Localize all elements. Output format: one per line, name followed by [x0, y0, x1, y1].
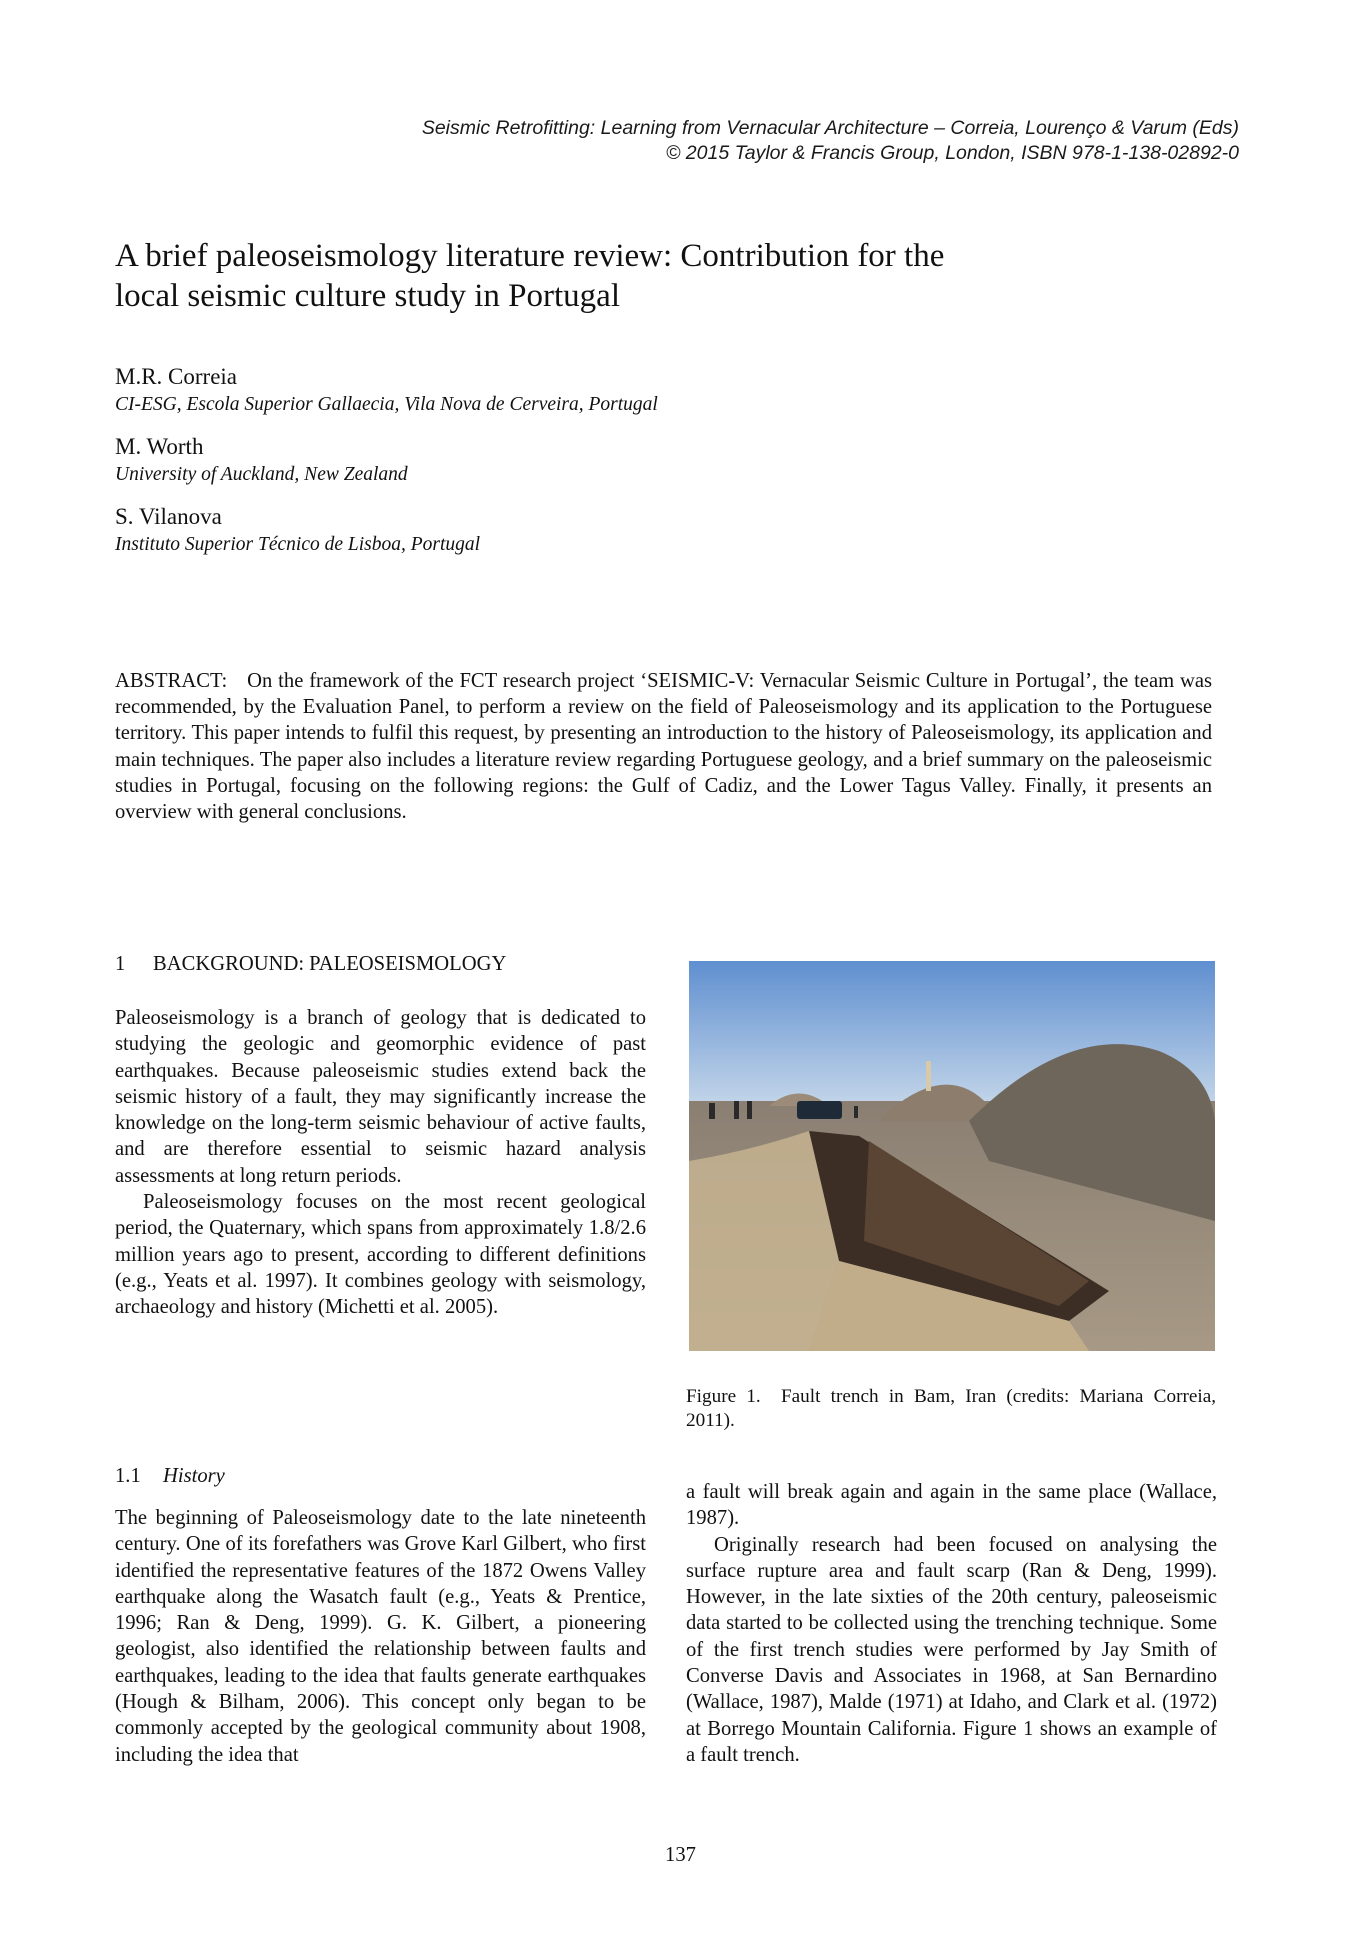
figure-1-image [689, 961, 1215, 1351]
running-header-copyright: © 2015 Taylor & Francis Group, London, ISBN 978-1-138-02892-0 [666, 142, 1239, 164]
author-name: M.R. Correia [115, 364, 238, 389]
subsection-number: 1.1 [115, 1465, 141, 1487]
author-affiliation: CI-ESG, Escola Superior Gallaecia, Vila Nova de Cerveira, Portugal [115, 394, 658, 415]
author-block [115, 432, 915, 488]
author-affiliation: Instituto Superior Técnico de Lisboa, Portugal [115, 534, 481, 555]
body-paragraph: Originally research had been focused on analysing the surface rupture area and fault scarp (Ran & Deng, 1999). However, in the late sixties of the 20th century, paleoseismic data started to be collected using the trenching technique. Some of the first trench studies were performed by Jay Smith of Converse Davis and Associates in 1968, at San Bernardino (Wallace, 1987), Malde (1971) at Idaho, and Clark et al. (1972) at Borrego Mountain California. Figure 1 shows an example of a fault trench. [686, 1533, 1217, 1766]
author-block [115, 362, 915, 418]
section-heading-1 [115, 951, 506, 977]
body-paragraph: Paleoseismology focuses on the most recent geological period, the Quaternary, which spans from approximately 1.8/2.6 million years ago to present, according to different definitions (e.g., Yeats et al. 1997). It combines geology with seismology, archaeology and history (Michetti et al. 2005). [115, 1191, 646, 1319]
author-block [115, 502, 915, 558]
section-1-body [115, 1005, 646, 1321]
section-heading-1-1 [115, 1463, 225, 1489]
running-header [422, 116, 1239, 166]
author-affiliation: University of Auckland, New Zealand [115, 464, 408, 485]
author-name: S. Vilanova [115, 504, 222, 529]
figure-1-caption [686, 1385, 1216, 1433]
abstract [115, 668, 1212, 825]
section-1-1-body-left [115, 1505, 646, 1768]
figure-caption-text: Fault trench in Bam, Iran (credits: Mariana Correia, 2011). [686, 1386, 1217, 1431]
author-name: M. Worth [115, 434, 204, 459]
section-title: BACKGROUND: PALEOSEISMOLOGY [153, 953, 507, 975]
subsection-title: History [163, 1465, 225, 1487]
section-1-1-body-right [686, 1479, 1217, 1768]
body-paragraph: The beginning of Paleoseismology date to the late nineteenth century. One of its forefathers was Grove Karl Gilbert, who first identified the representative features of the 1872 Owens Valley earthquake along the Wasatch fault (e.g., Yeats & Prentice, 1996; Ran & Deng, 1999). G. K. Gilbert, a pioneering geologist, also identified the relationship between faults and earthquakes, leading to the idea that faults generate earthquakes (Hough & Bilham, 2006). This concept only began to be commonly accepted by the geological community about 1908, including the idea that [115, 1507, 646, 1766]
paper-title [115, 236, 1075, 316]
fault-trench-photo-icon [689, 961, 1215, 1351]
abstract-text: On the framework of the FCT research project ‘SEISMIC-V: Vernacular Seismic Culture in Portugal’, the team was recommended, by the Evaluation Panel, to perform a review on the field of Paleoseismology and its application to the Portuguese territory. This paper intends to fulfil this request, by presenting an introduction to the history of Paleoseismology, its application and main techniques. The paper also includes a literature review regarding Portuguese geology, and a brief summary on the paleoseismic studies in Portugal, focusing on the following regions: the Gulf of Cadiz, and the Lower Tagus Valley. Finally, it presents an overview with general conclusions. [115, 670, 1212, 824]
title-line-2: local seismic culture study in Portugal [115, 278, 620, 314]
author-list [115, 362, 915, 572]
body-paragraph: Paleoseismology is a branch of geology that is dedicated to studying the geologic and geomorphic evidence of past earthquakes. Because paleoseismic studies extend back the seismic history of a fault, they may significantly increase the knowledge on the long-term seismic behaviour of active faults, and are therefore essential to seismic hazard analysis assessments at long return periods. [115, 1007, 646, 1187]
running-header-book-title: Seismic Retrofitting: Learning from Vernacular Architecture – Correia, Lourenço & Varum (Eds) [421, 117, 1239, 139]
title-line-1: A brief paleoseismology literature review: Contribution for the [115, 238, 945, 274]
body-paragraph: a fault will break again and again in the same place (Wallace, 1987). [686, 1481, 1217, 1530]
figure-label: Figure 1. [686, 1386, 761, 1407]
section-number: 1 [115, 953, 126, 975]
page-number: 137 [665, 1844, 696, 1866]
abstract-label: ABSTRACT: [115, 670, 228, 692]
